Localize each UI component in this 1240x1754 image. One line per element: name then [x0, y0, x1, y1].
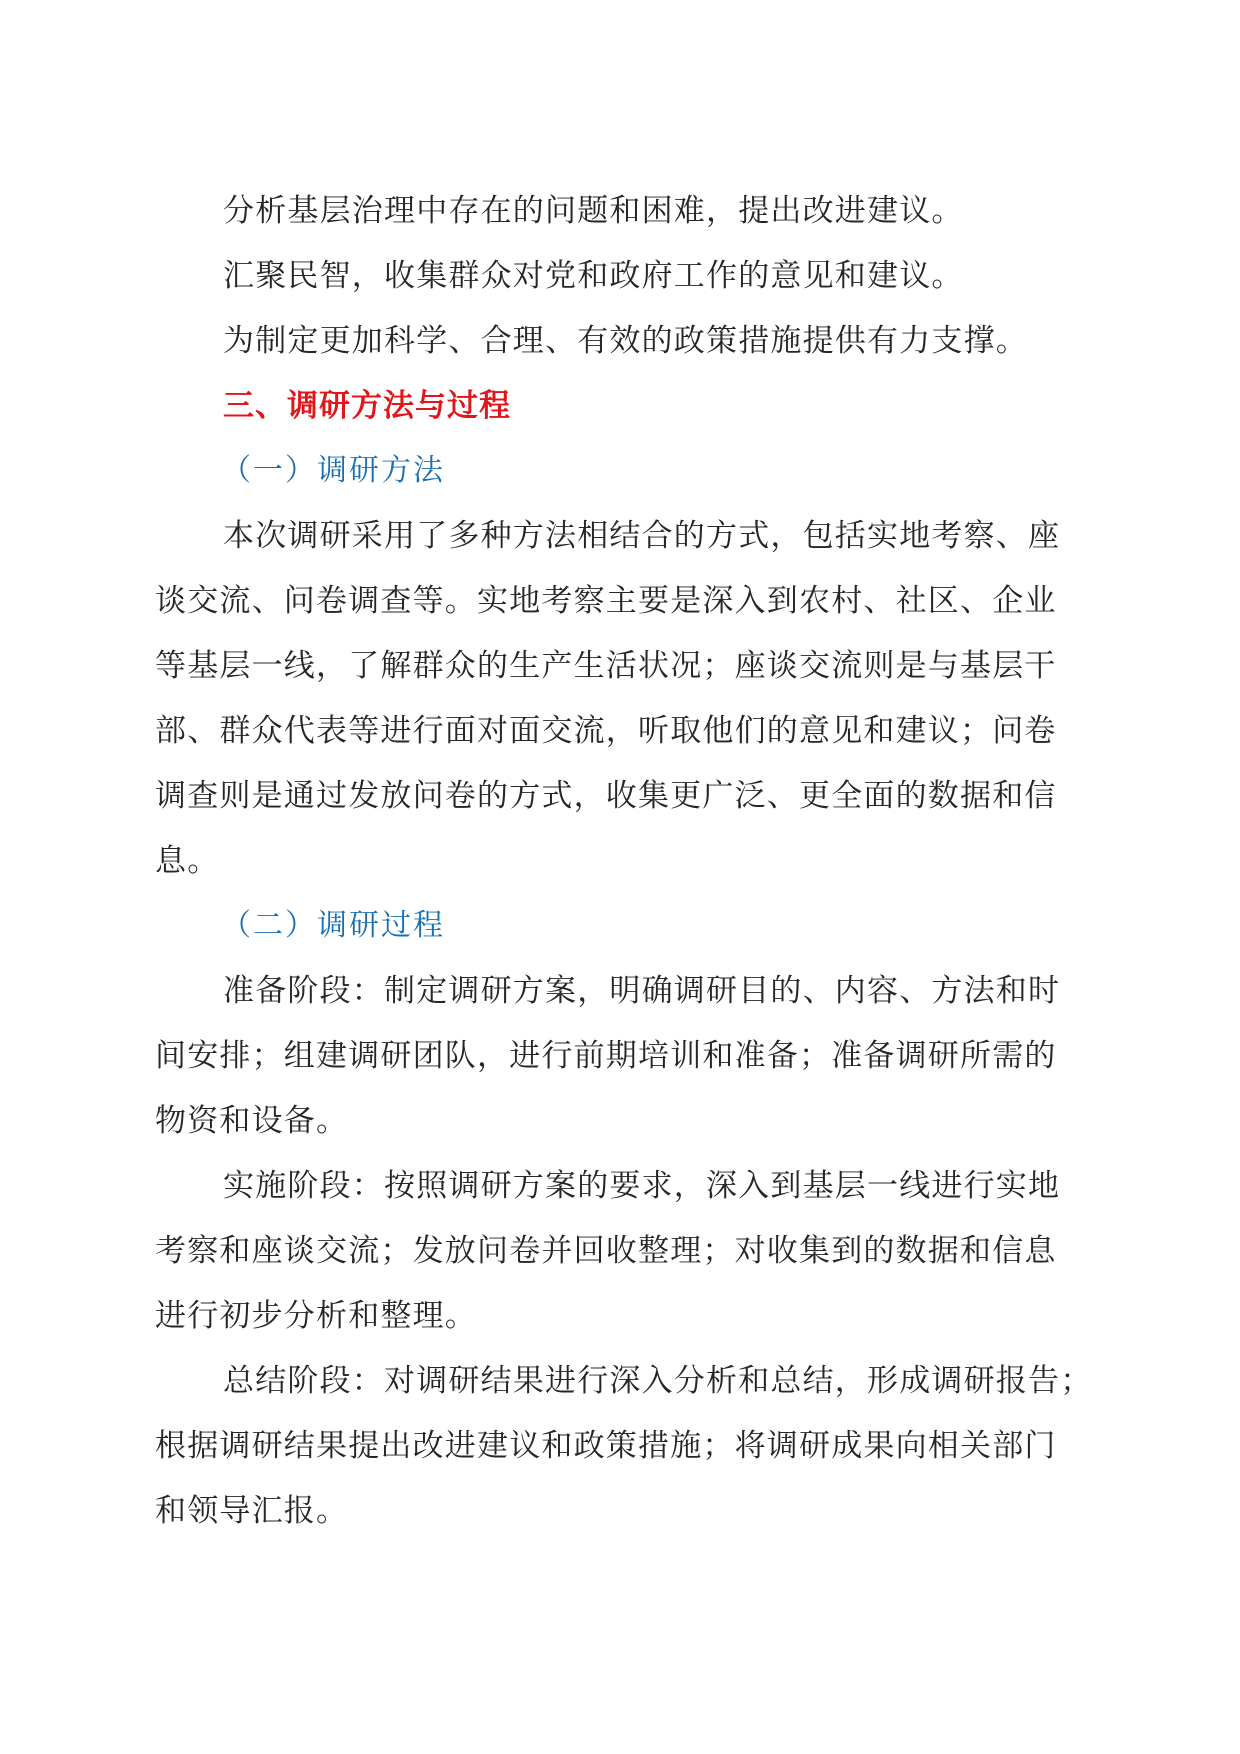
- methods-para-line-6: 息。: [155, 843, 220, 879]
- prep-line-1: 准备阶段：制定调研方案，明确调研目的、内容、方法和时: [223, 973, 1061, 1009]
- subheading-process: （二）调研过程: [221, 908, 445, 943]
- methods-para-line-2: 谈交流、问卷调查等。实地考察主要是深入到农村、社区、企业: [155, 583, 1057, 619]
- methods-para-line-3: 等基层一线，了解群众的生产生活状况；座谈交流则是与基层干: [155, 648, 1057, 684]
- summary-line-3: 和领导汇报。: [155, 1493, 349, 1529]
- impl-line-3: 进行初步分析和整理。: [155, 1298, 477, 1334]
- methods-para-line-1: 本次调研采用了多种方法相结合的方式，包括实地考察、座: [223, 518, 1061, 554]
- goal-line-1: 分析基层治理中存在的问题和困难，提出改进建议。: [223, 193, 964, 229]
- summary-line-2: 根据调研结果提出改进建议和政策措施；将调研成果向相关部门: [155, 1428, 1057, 1464]
- prep-line-3: 物资和设备。: [155, 1103, 349, 1139]
- impl-line-1: 实施阶段：按照调研方案的要求，深入到基层一线进行实地: [223, 1168, 1061, 1204]
- goal-line-3: 为制定更加科学、合理、有效的政策措施提供有力支撑。: [223, 323, 1028, 359]
- prep-line-2: 间安排；组建调研团队，进行前期培训和准备；准备调研所需的: [155, 1038, 1057, 1074]
- summary-line-1: 总结阶段：对调研结果进行深入分析和总结，形成调研报告；: [223, 1363, 1093, 1399]
- subheading-methods: （一）调研方法: [221, 453, 445, 488]
- methods-para-line-5: 调查则是通过发放问卷的方式，收集更广泛、更全面的数据和信: [155, 778, 1057, 814]
- goal-line-2: 汇聚民智，收集群众对党和政府工作的意见和建议。: [223, 258, 964, 294]
- impl-line-2: 考察和座谈交流；发放问卷并回收整理；对收集到的数据和信息: [155, 1233, 1057, 1269]
- methods-para-line-4: 部、群众代表等进行面对面交流，听取他们的意见和建议；问卷: [155, 713, 1057, 749]
- section-heading-methods-process: 三、调研方法与过程: [223, 388, 511, 424]
